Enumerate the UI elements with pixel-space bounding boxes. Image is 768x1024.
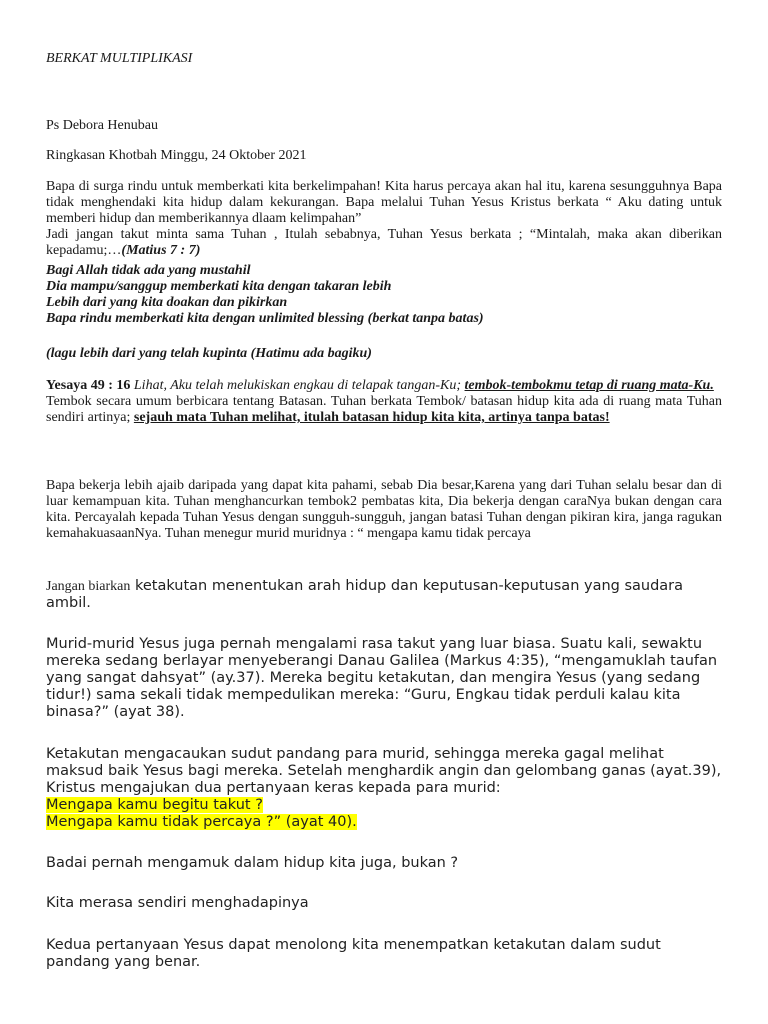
yesaya-body-text: Tembok secara umum berbicara tentang Batasan. Tuhan berkata Tembok/ batasan hidup kita ada di ruang mata Tuhan sendiri artinya;: [46, 394, 722, 425]
key-point: Bapa rindu memberkati kita dengan unlimited blessing (berkat tanpa batas): [46, 311, 484, 326]
paragraph-murid-murid: Murid-murid Yesus juga pernah mengalami rasa takut yang luar biasa. Suatu kali, sewaktu mereka sedang berlayar menyeberangi Danau Galilea (Markus 4:35), “mengamuklah taufan yang sangat dahsyat” (ay.37). Mereka begitu ketakutan, dan mengira Yesus (yang sedang tidur!) sama sekali tidak mempedulikan mereka: “Guru, Engkau tidak perduli kalau kita binasa?” (ayat 38).: [46, 636, 718, 720]
yesaya-quote-underlined: tembok-tembokmu tetap di ruang mata-Ku.: [464, 378, 714, 393]
paragraph-sendiri: Kita merasa sendiri menghadapinya: [46, 895, 309, 911]
highlighted-question-1: Mengapa kamu begitu takut ?: [46, 797, 263, 813]
key-point: Dia mampu/sanggup memberkati kita dengan takaran lebih: [46, 279, 392, 294]
paragraph-bapa-bekerja: Bapa bekerja lebih ajaib daripada yang dapat kita pahami, sebab Dia besar,Karena yang dari Tuhan selalu besar dan di luar kemampuan kita. Tuhan menghancurkan tembok2 pembatas kita, Dia bekerja dengan caraNya bukan dengan cara kita. Percayalah kepada Tuhan Yesus dengan sungguh-sungguh, jangan batasi Tuhan dengan pikiran kira, janga ragukan kemahakuasaanNya. Tuhan menegur murid muridnya : “ mengapa kamu tidak percaya: [46, 478, 722, 541]
lead-text: Jangan biarkan: [46, 579, 131, 594]
yesaya-paragraph: [46, 378, 722, 426]
key-points: [46, 263, 722, 327]
yesaya-quote: Lihat, Aku telah melukiskan engkau di telapak tangan-Ku;: [130, 378, 462, 393]
ketakutan-text: Ketakutan mengacaukan sudut pandang para murid, sehingga mereka gagal melihat maksud baik Yesus bagi mereka. Setelah menghardik angin dan gelombang ganas (ayat.39), Kristus mengajukan dua pertanyaan keras kepada para murid:: [46, 746, 722, 796]
author: Ps Debora Henubau: [46, 118, 158, 133]
yesaya-quote-line: [46, 378, 722, 394]
intro-paragraph: [46, 179, 722, 259]
rest-text: ketakutan menentukan arah hidup dan keputusan-keputusan yang saudara ambil.: [46, 578, 684, 611]
yesaya-body: [46, 394, 722, 426]
paragraph-ketakutan: [46, 746, 722, 831]
scripture-ref-matius: (Matius 7 : 7): [121, 243, 201, 258]
paragraph-badai: Badai pernah mengamuk dalam hidup kita juga, bukan ?: [46, 855, 459, 871]
key-point: Bagi Allah tidak ada yang mustahil: [46, 263, 251, 278]
sermon-date: Ringkasan Khotbah Minggu, 24 Oktober 2021: [46, 148, 307, 163]
intro-text-2: [46, 227, 722, 259]
highlight-line-2: [46, 814, 722, 831]
song-note: (lagu lebih dari yang telah kupinta (Hatimu ada bagiku): [46, 346, 372, 361]
paragraph-jangan-biarkan: [46, 578, 722, 612]
scripture-ref-yesaya: Yesaya 49 : 16: [46, 378, 131, 393]
yesaya-emphasis: sejauh mata Tuhan melihat, itulah batasan hidup kita kita, artinya tanpa batas!: [133, 410, 610, 425]
highlight-line-1: [46, 797, 722, 814]
intro-text-2-body: Jadi jangan takut minta sama Tuhan , Itulah sebabnya, Tuhan Yesus berkata ; “Mintalah, maka akan diberikan kepadamu;…: [46, 227, 722, 258]
key-point: Lebih dari yang kita doakan dan pikirkan: [46, 295, 288, 310]
document-title: BERKAT MULTIPLIKASI: [46, 51, 193, 66]
intro-text: Bapa di surga rindu untuk memberkati kita berkelimpahan! Kita harus percaya akan hal itu, karena sesungguhnya Bapa tidak menghendaki kita hidup dalam kekurangan. Bapa melalui Tuhan Yesus Kristus berkata “ Aku dating untuk memberi hidup dan memberikannya dlaam kelimpahan”: [46, 179, 722, 226]
paragraph-kedua-pertanyaan: Kedua pertanyaan Yesus dapat menolong kita menempatkan ketakutan dalam sudut pandang yang benar.: [46, 937, 661, 970]
highlighted-question-2: Mengapa kamu tidak percaya ?” (ayat 40).: [46, 814, 357, 830]
